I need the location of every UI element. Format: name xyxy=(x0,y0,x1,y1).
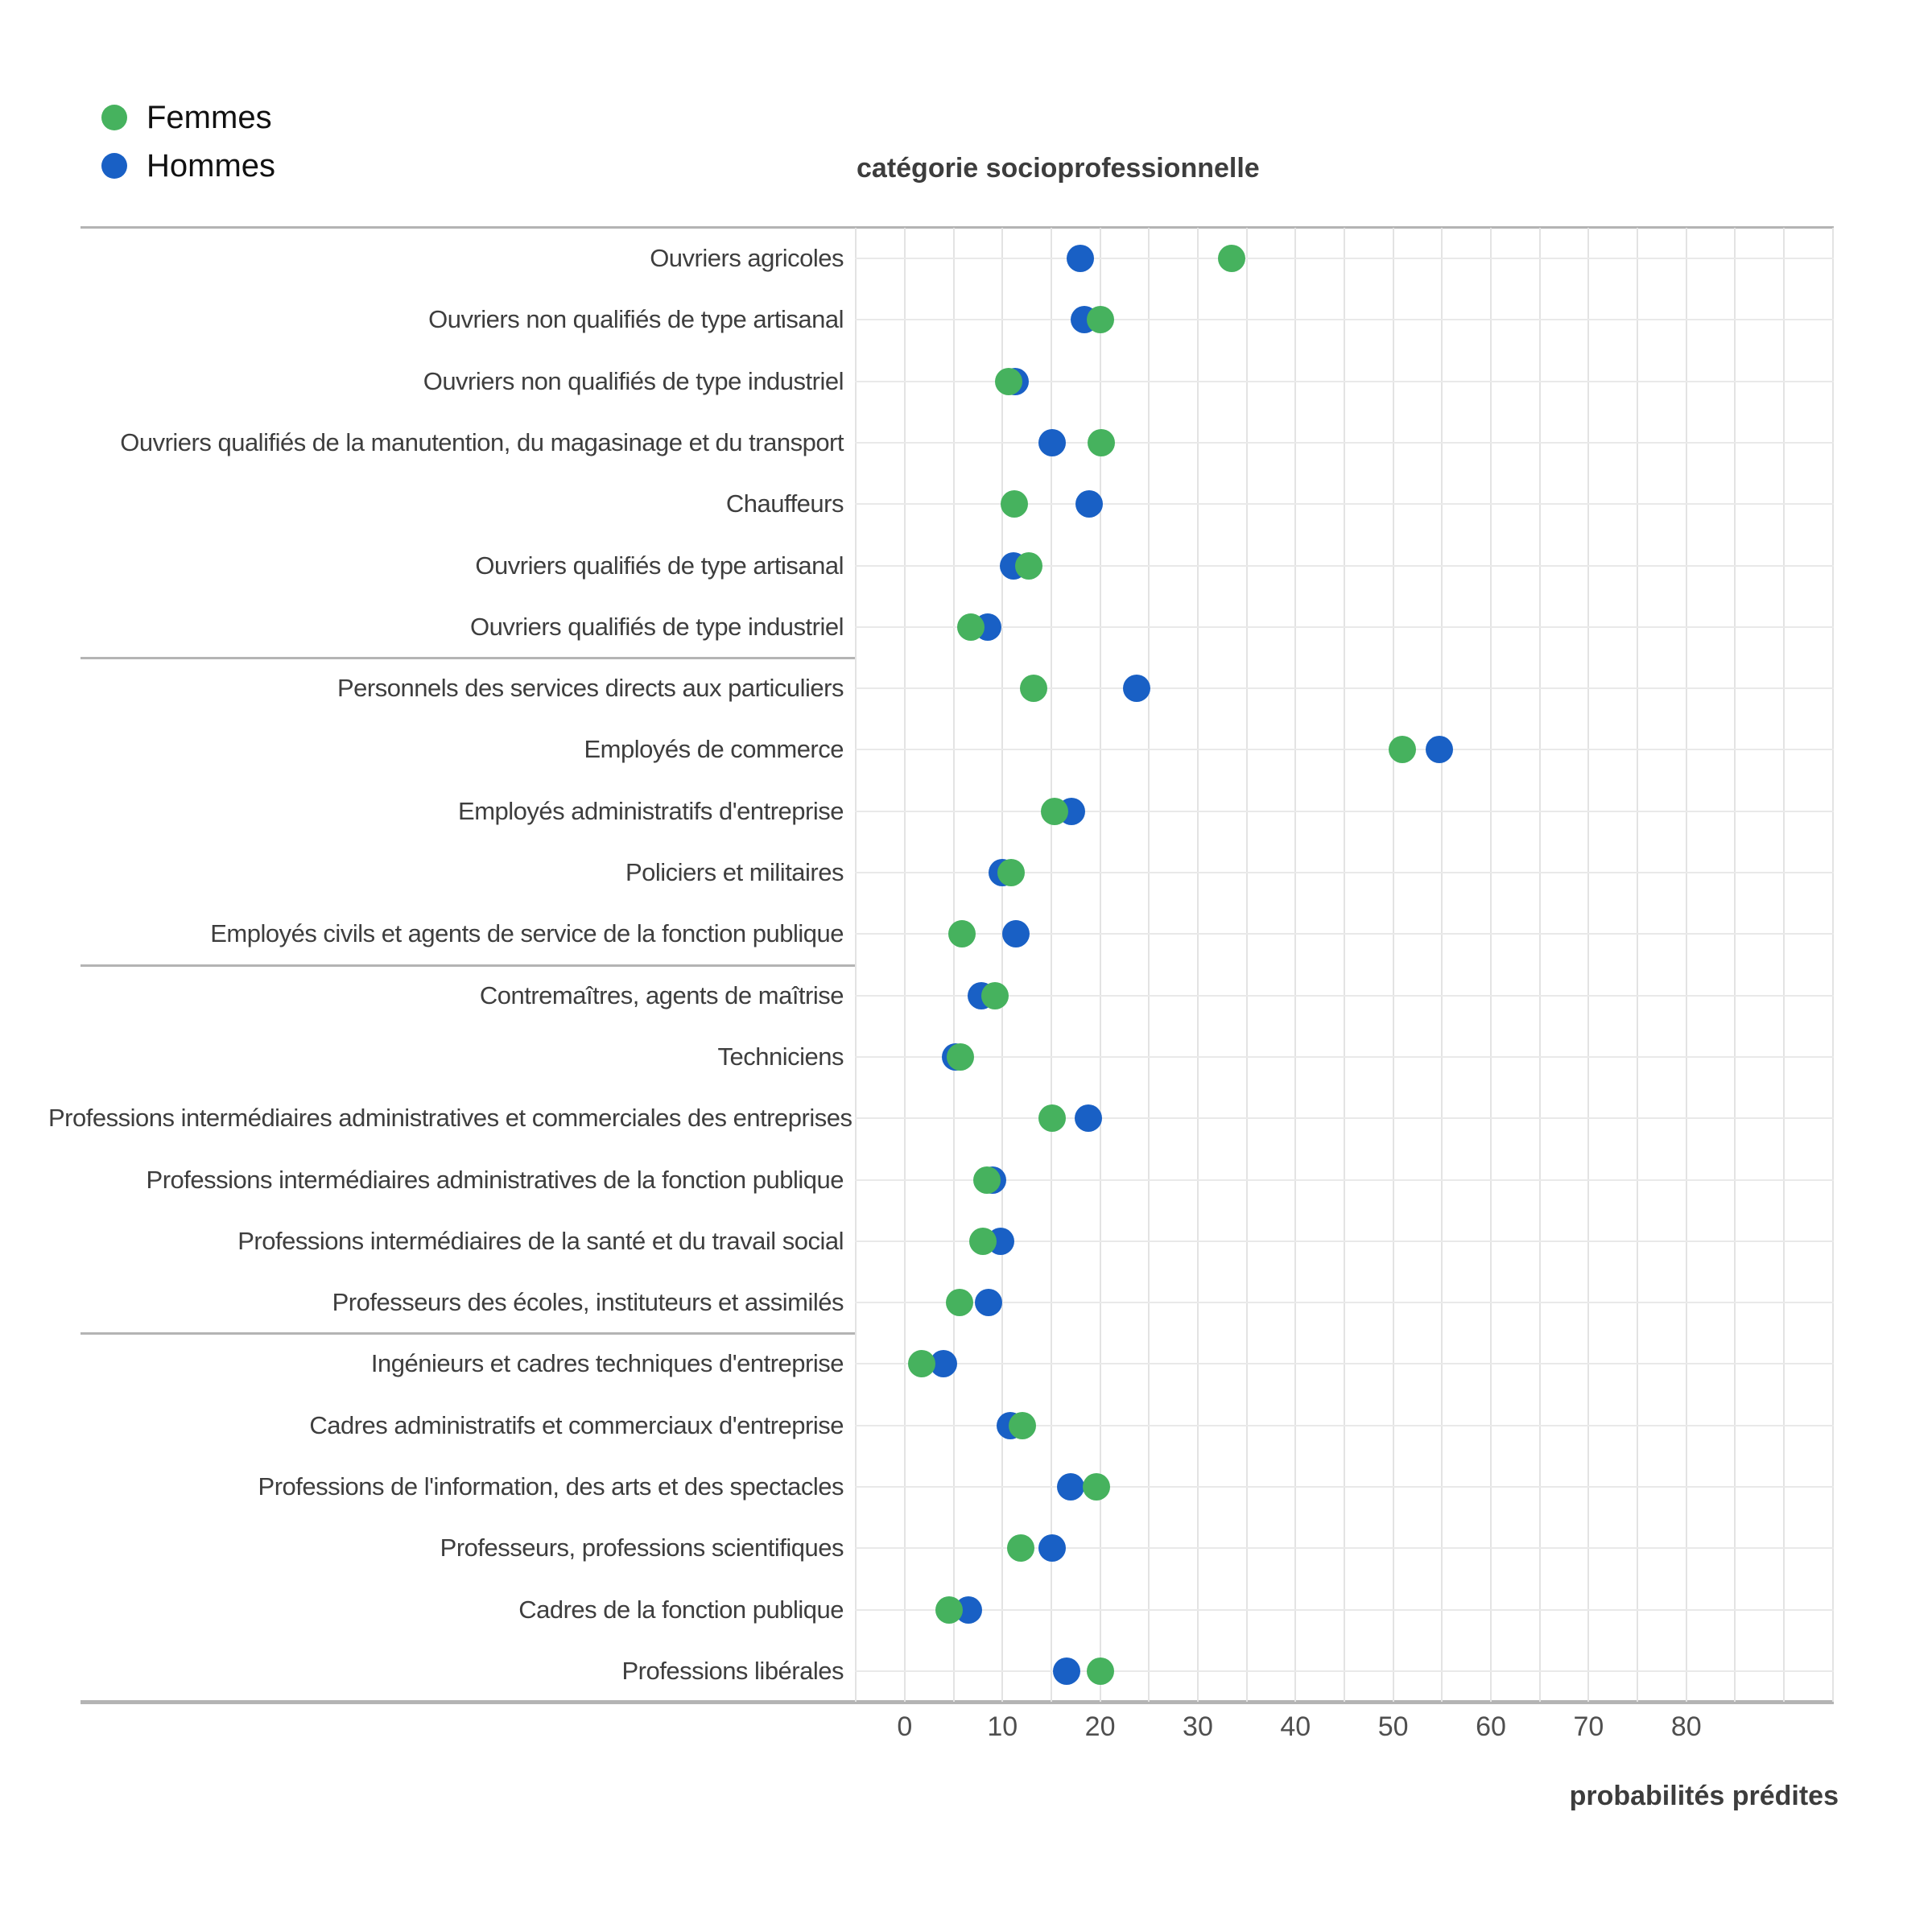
x-axis-title: probabilités prédites xyxy=(1569,1781,1839,1811)
horizontal-gridline xyxy=(855,258,1834,259)
data-point-femmes xyxy=(947,1043,974,1071)
category-label: Ouvriers qualifiés de type artisanal xyxy=(475,551,844,580)
data-point-femmes xyxy=(946,1289,973,1316)
data-point-femmes xyxy=(1020,675,1047,702)
category-label: Ouvriers qualifiés de la manutention, du magasinage et du transport xyxy=(120,428,844,457)
data-point-hommes xyxy=(1053,1657,1080,1685)
category-label: Professions intermédiaires administratives de la fonction publique xyxy=(146,1165,844,1194)
x-tick-label: 40 xyxy=(1280,1711,1311,1742)
category-label: Ouvriers agricoles xyxy=(650,244,844,273)
panel-top-border xyxy=(80,226,1834,229)
data-point-femmes xyxy=(1087,1657,1114,1685)
data-point-femmes xyxy=(1218,245,1245,272)
femmes-dot-icon xyxy=(101,105,127,130)
horizontal-gridline xyxy=(855,749,1834,750)
horizontal-gridline xyxy=(855,1609,1834,1611)
x-tick-label: 20 xyxy=(1084,1711,1116,1742)
category-label: Techniciens xyxy=(717,1042,844,1071)
data-point-femmes xyxy=(969,1228,997,1255)
category-label: Cadres administratifs et commerciaux d'entreprise xyxy=(309,1410,844,1439)
data-point-femmes xyxy=(1015,552,1042,580)
horizontal-gridline xyxy=(855,811,1834,812)
legend xyxy=(101,93,275,190)
vertical-gridline xyxy=(1148,228,1150,1702)
vertical-gridline xyxy=(1832,228,1834,1702)
category-label: Professions de l'information, des arts et des spectacles xyxy=(258,1472,844,1501)
category-label: Professeurs des écoles, instituteurs et assimilés xyxy=(332,1288,844,1317)
category-label: Personnels des services directs aux particuliers xyxy=(337,674,844,703)
legend-item-hommes xyxy=(101,142,275,190)
category-label: Professions libérales xyxy=(621,1656,844,1685)
horizontal-gridline xyxy=(855,1547,1834,1549)
category-label: Chauffeurs xyxy=(725,489,844,518)
data-point-hommes xyxy=(1075,1104,1102,1132)
data-point-hommes xyxy=(1067,245,1094,272)
category-label: Ouvriers non qualifiés de type artisanal xyxy=(428,305,844,334)
data-point-femmes xyxy=(957,613,985,641)
data-point-femmes xyxy=(995,368,1022,395)
chart-title: catégorie socioprofessionnelle xyxy=(857,153,1260,184)
vertical-gridline xyxy=(1197,228,1199,1702)
category-label: Ingénieurs et cadres techniques d'entreprise xyxy=(370,1349,844,1378)
vertical-gridline xyxy=(1246,228,1248,1702)
category-label: Professeurs, professions scientifiques xyxy=(440,1534,844,1563)
group-separator-line xyxy=(80,964,855,967)
data-point-hommes xyxy=(1123,675,1150,702)
legend-label-hommes: Hommes xyxy=(147,147,276,184)
x-tick-label: 80 xyxy=(1670,1711,1702,1742)
data-point-femmes xyxy=(1009,1412,1036,1439)
vertical-gridline xyxy=(1783,228,1785,1702)
category-label: Employés administratifs d'entreprise xyxy=(458,796,844,825)
data-point-hommes xyxy=(1038,1534,1066,1562)
vertical-gridline xyxy=(1393,228,1394,1702)
x-tick-label: 0 xyxy=(897,1711,913,1742)
data-point-femmes xyxy=(1087,306,1114,333)
legend-label-femmes: Femmes xyxy=(147,99,272,135)
data-point-femmes xyxy=(973,1166,1001,1194)
vertical-gridline xyxy=(1294,228,1296,1702)
data-point-femmes xyxy=(1001,490,1028,518)
vertical-gridline xyxy=(953,228,955,1702)
category-label: Ouvriers non qualifiés de type industriel xyxy=(423,366,844,395)
category-label: Professions intermédiaires administratives et commerciales des entreprises xyxy=(48,1104,852,1133)
hommes-dot-icon xyxy=(101,153,127,179)
x-tick-label: 30 xyxy=(1183,1711,1213,1742)
x-axis-line xyxy=(80,1700,1834,1704)
horizontal-gridline xyxy=(855,319,1834,320)
x-tick-label: 60 xyxy=(1476,1711,1506,1742)
vertical-gridline xyxy=(1587,228,1589,1702)
data-point-hommes xyxy=(1057,1473,1084,1501)
horizontal-gridline xyxy=(855,1056,1834,1058)
horizontal-gridline xyxy=(855,442,1834,444)
horizontal-gridline xyxy=(855,1363,1834,1364)
vertical-gridline xyxy=(1734,228,1736,1702)
vertical-gridline xyxy=(1539,228,1541,1702)
data-point-femmes xyxy=(935,1596,963,1624)
data-point-femmes xyxy=(948,920,976,947)
category-label: Cadres de la fonction publique xyxy=(518,1595,844,1624)
data-point-femmes xyxy=(1041,798,1068,825)
group-separator-line xyxy=(80,657,855,659)
vertical-gridline xyxy=(1686,228,1687,1702)
data-point-femmes xyxy=(1083,1473,1110,1501)
data-point-hommes xyxy=(975,1289,1002,1316)
data-point-hommes xyxy=(1426,736,1453,763)
data-point-femmes xyxy=(1007,1534,1034,1562)
x-tick-label: 10 xyxy=(987,1711,1018,1742)
data-point-femmes xyxy=(1389,736,1416,763)
vertical-gridline xyxy=(1344,228,1345,1702)
group-separator-line xyxy=(80,1332,855,1335)
vertical-gridline xyxy=(1441,228,1443,1702)
data-point-hommes xyxy=(1038,429,1066,456)
data-point-femmes xyxy=(1038,1104,1066,1132)
horizontal-gridline xyxy=(855,1486,1834,1488)
horizontal-gridline xyxy=(855,1670,1834,1672)
category-label: Ouvriers qualifiés de type industriel xyxy=(470,612,844,641)
horizontal-gridline xyxy=(855,1117,1834,1119)
data-point-femmes xyxy=(981,982,1009,1009)
x-tick-label: 70 xyxy=(1573,1711,1604,1742)
x-tick-label: 50 xyxy=(1377,1711,1409,1742)
horizontal-gridline xyxy=(855,687,1834,689)
data-point-femmes xyxy=(997,859,1025,886)
vertical-gridline xyxy=(1637,228,1638,1702)
data-point-femmes xyxy=(1088,429,1115,456)
vertical-gridline xyxy=(904,228,906,1702)
data-point-femmes xyxy=(908,1350,935,1377)
vertical-gridline xyxy=(1490,228,1492,1702)
category-label: Contremaîtres, agents de maîtrise xyxy=(479,980,844,1009)
data-point-hommes xyxy=(1002,920,1030,947)
vertical-gridline xyxy=(855,228,857,1702)
category-label: Employés de commerce xyxy=(584,735,844,764)
category-label: Policiers et militaires xyxy=(625,858,844,887)
horizontal-gridline xyxy=(855,626,1834,628)
vertical-gridline xyxy=(1001,228,1003,1702)
category-label: Employés civils et agents de service de la fonction publique xyxy=(210,919,844,948)
data-point-hommes xyxy=(1075,490,1103,518)
category-label: Professions intermédiaires de la santé et du travail social xyxy=(237,1226,844,1255)
legend-item-femmes xyxy=(101,93,275,142)
